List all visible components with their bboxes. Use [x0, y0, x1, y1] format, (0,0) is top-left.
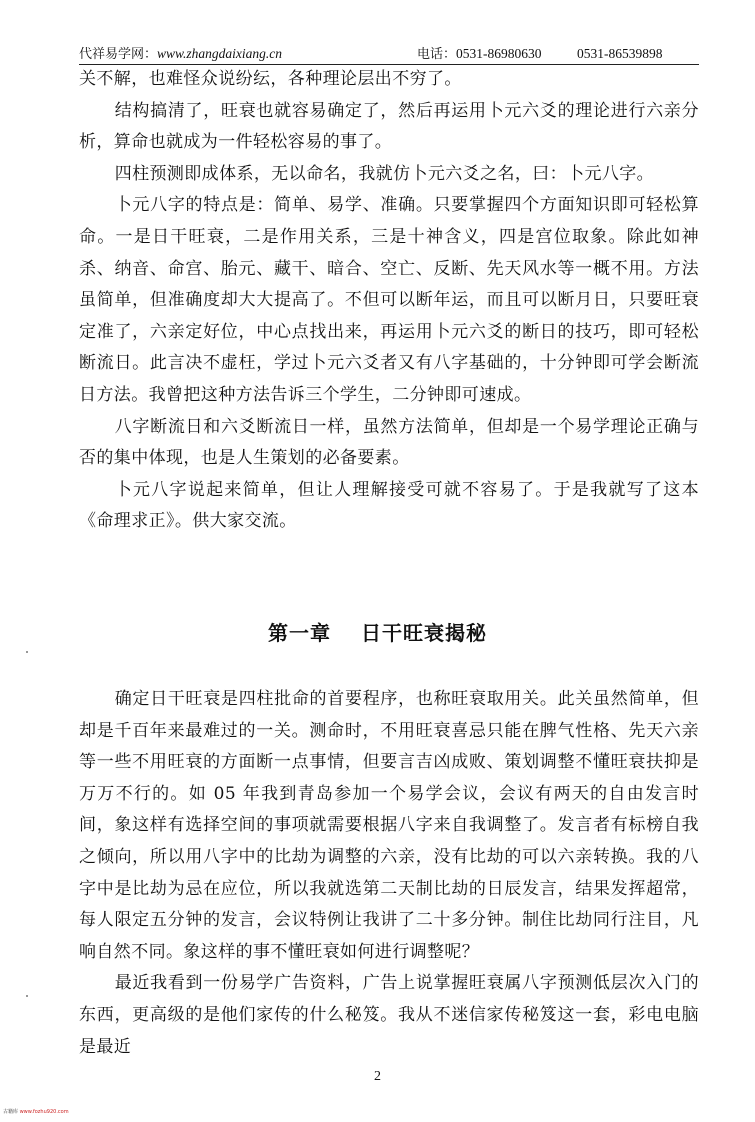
intro-paragraph: 卜元八字说起来简单，但让人理解接受可就不容易了。于是我就写了这本《命理求正》。供大家交流。 — [79, 479, 699, 532]
footer-watermark-prefix: 古籍库 — [3, 1109, 20, 1115]
header-phone-2: 0531-86539898 — [577, 46, 663, 61]
footer-watermark-url: www.fozhu920.com — [19, 1109, 69, 1115]
chapter-number: 第一章 — [268, 621, 331, 645]
footer-watermark — [3, 1108, 69, 1115]
header-site-url: www.zhangdaixiang.cn — [157, 46, 283, 61]
scan-speck — [26, 995, 28, 997]
header-phone-label: 电话： — [417, 47, 457, 62]
chapter-paragraph: 确定日干旺衰是四柱批命的首要程序，也称旺衰取用关。此关虽然简单，但却是千百年来最难过的一关。测命时，不用旺衰喜忌只能在脾气性格、先天六亲等一些不用旺衰的方面断一点事情，但要言吉凶成败、策划调整不懂旺衰扶抑是万万不行的。如 05 年我到青岛参加一个易学会议，会议有两天的自由发言时间，象这样有选择空间的事项就需要根据八字来自我调整了。发言者有标榜自我之倾向，所以用八字中的比劫为调整的六亲，没有比劫的可以六亲转换。我的八字中是比劫为忌在应位，所以我就选第二天制比劫的日辰发言，结果发挥超常，每人限定五分钟的发言，会议特例让我讲了二十多分钟。制住比劫同行注目，凡响自然不同。象这样的事不懂旺衰如何进行调整呢？ — [79, 689, 699, 962]
header-site — [79, 46, 282, 63]
intro-paragraph: 卜元八字的特点是：简单、易学、准确。只要掌握四个方面知识即可轻松算命。一是日干旺衰，二是作用关系，三是十神含义，四是宫位取象。除此如神杀、纳音、命宫、胎元、藏干、暗合、空亡、反断、先天风水等一概不用。方法虽简单，但准确度却大大提高了。不但可以断年运，而且可以断月日，只要旺衰定准了，六亲定好位，中心点找出来，再运用卜元六爻的断日的技巧，即可轻松断流日。此言决不虚枉，学过卜元六爻者又有八字基础的，十分钟即可学会断流日方法。我曾把这种方法告诉三个学生，二分钟即可速成。 — [79, 195, 699, 405]
intro-paragraph: 四柱预测即成体系，无以命名，我就仿卜元六爻之名，曰：卜元八字。 — [114, 163, 655, 184]
page-number: 2 — [374, 1069, 381, 1084]
header-phone-1 — [417, 46, 542, 63]
chapter-heading — [0, 617, 755, 646]
intro-paragraph: 关不解，也难怪众说纷纭，各种理论层出不穷了。 — [79, 69, 462, 89]
intro-section — [79, 64, 699, 538]
page-header — [79, 44, 689, 66]
chapter-title: 日干旺衰揭秘 — [361, 621, 487, 645]
header-phone-1-number: 0531-86980630 — [456, 46, 542, 61]
scan-speck — [26, 651, 28, 653]
chapter-section — [79, 684, 699, 1063]
intro-paragraph: 八字断流日和六爻断流日一样，虽然方法简单，但却是一个易学理论正确与否的集中体现，也是人生策划的必备要素。 — [79, 416, 699, 469]
header-site-label: 代祥易学网： — [79, 47, 158, 62]
chapter-paragraph: 最近我看到一份易学广告资料，广告上说掌握旺衰属八字预测低层次入门的东西，更高级的是他们家传的什么秘笈。我从不迷信家传秘笈这一套，彩电电脑是最近 — [79, 973, 699, 1057]
intro-paragraph: 结构搞清了，旺衰也就容易确定了，然后再运用卜元六爻的理论进行六亲分析，算命也就成为一件轻松容易的事了。 — [79, 100, 699, 153]
